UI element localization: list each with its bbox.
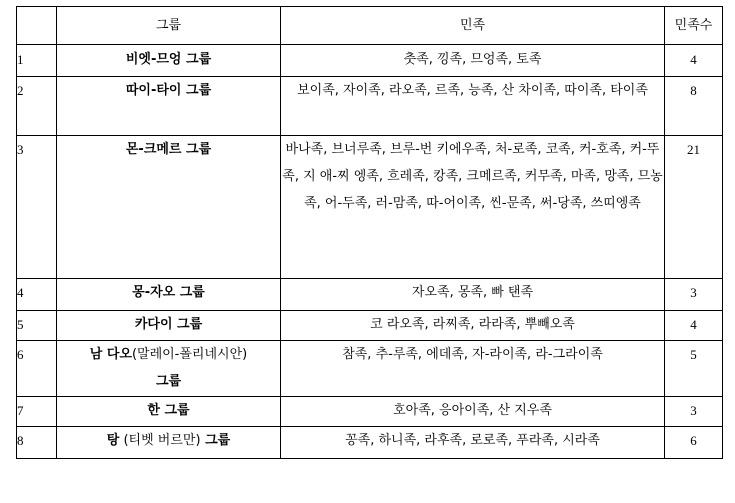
row-group: 남 다오(말레이-폴리네시안) 그룹: [57, 341, 281, 397]
row-group: 몬-크메르 그룹: [57, 136, 281, 279]
row-ethnic: 참족, 추-루족, 에데족, 자-라이족, 라-그라이족: [281, 341, 665, 397]
group-suffix: 그룹: [155, 374, 182, 389]
row-ethnic: 자오족, 몽족, 빠 탠족: [281, 279, 665, 311]
row-group: 비엣-므엉 그룹: [57, 45, 281, 77]
group-paren: (말레이-폴리네시안): [131, 347, 248, 362]
group-paren: (티벳 버르만): [119, 433, 201, 448]
row-index: 1: [17, 45, 57, 77]
table-row: [17, 279, 723, 311]
row-ethnic: 보이족, 자이족, 라오족, 르족, 능족, 산 차이족, 따이족, 타이족: [281, 77, 665, 136]
row-count: 6: [665, 427, 723, 459]
row-group: 몽-자오 그룹: [57, 279, 281, 311]
header-group: 그룹: [57, 7, 281, 45]
group-suffix: 그룹: [200, 433, 231, 448]
table-row: [17, 77, 723, 136]
table-row: [17, 311, 723, 341]
row-index: 4: [17, 279, 57, 311]
row-group: 따이-타이 그룹: [57, 77, 281, 136]
row-count: 5: [665, 341, 723, 397]
row-ethnic: 춧족, 낑족, 므엉족, 토족: [281, 45, 665, 77]
row-index: 3: [17, 136, 57, 279]
row-group: 카다이 그룹: [57, 311, 281, 341]
row-group: 탕 (티벳 버르만) 그룹: [57, 427, 281, 459]
row-ethnic: 바나족, 브너루족, 브루-번 키에우족, 처-로족, 코족, 커-호족, 커-뚜족, 지 애-찌 엥족, 흐레족, 캉족, 크메르족, 커무족, 마족, 망족, 므농족, 어-두족, 러-맘족, 따-어이족, 씬-문족, 써-당족, 쓰띠엥족: [281, 136, 665, 279]
row-index: 6: [17, 341, 57, 397]
row-index: 8: [17, 427, 57, 459]
row-count: 8: [665, 77, 723, 136]
row-count: 4: [665, 45, 723, 77]
row-index: 2: [17, 77, 57, 136]
row-index: 5: [17, 311, 57, 341]
row-index: 7: [17, 397, 57, 427]
header-count: 민족수: [665, 7, 723, 45]
header-row: [17, 7, 723, 45]
header-index: [17, 7, 57, 45]
row-ethnic: 호아족, 응아이족, 산 지우족: [281, 397, 665, 427]
table-row: [17, 341, 723, 397]
row-count: 21: [665, 136, 723, 279]
row-count: 4: [665, 311, 723, 341]
row-ethnic: 꽁족, 하니족, 라후족, 로로족, 푸라족, 시라족: [281, 427, 665, 459]
row-group: 한 그룹: [57, 397, 281, 427]
table-row: [17, 45, 723, 77]
row-count: 3: [665, 279, 723, 311]
header-ethnic: 민족: [281, 7, 665, 45]
table-row: [17, 427, 723, 459]
row-count: 3: [665, 397, 723, 427]
ethnic-groups-table: [16, 6, 723, 459]
row-ethnic: 코 라오족, 라찌족, 라라족, 뿌빼오족: [281, 311, 665, 341]
table-row: [17, 397, 723, 427]
table-row: [17, 136, 723, 279]
